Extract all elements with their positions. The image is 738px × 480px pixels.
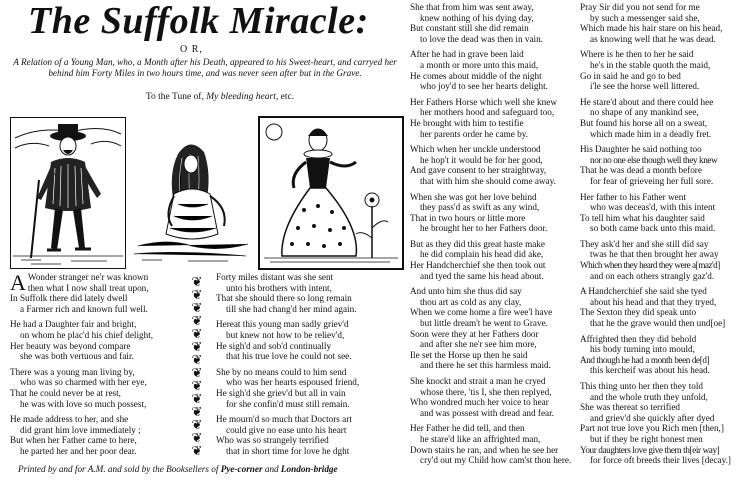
stanza [410, 376, 582, 418]
verse-line: That in two hours or little more [410, 212, 526, 223]
verse-line: There was a young man living by, [10, 366, 135, 377]
verse-line: this kercheif was about his head. [590, 365, 710, 376]
verse-line: She by no means could to him send [216, 366, 347, 377]
fleuron-icon: ❦ [191, 365, 203, 380]
verse-line: In Suffolk there did lately dwell [10, 293, 128, 304]
stanza [410, 286, 582, 328]
verse-line: who was so charmed with her eye, [20, 377, 147, 388]
fleuron-icon: ❦ [191, 417, 203, 432]
verse-line: He sigh'd she griev'd but all in vain [216, 387, 346, 398]
verse-line: he brought her to her Fathers door. [420, 223, 548, 234]
stanza [410, 144, 582, 186]
verse-line: about his head and that they tryed, [590, 296, 717, 307]
verse-line: Ile set the Horse up then he said [410, 349, 528, 360]
verse-line: her mothers hood and safeguard too, [420, 107, 555, 118]
verse-line: Which made his hair stare on his head, [580, 23, 723, 34]
verse-line: and the whole truth they unfold, [590, 391, 708, 402]
verse-line: Down stairs he ran, and when he see her [410, 444, 559, 455]
verse-line: Soon were they at her Fathers door [410, 328, 539, 339]
fleuron-icon: ❦ [191, 352, 203, 367]
verse-line: Forty miles distant was she sent [216, 272, 334, 282]
stanza [410, 329, 582, 371]
stanza [580, 49, 738, 91]
verse-column-4 [580, 2, 738, 466]
verse-line: and there he set this harmless maid. [420, 360, 551, 371]
fleuron-icon: ❦ [191, 274, 203, 289]
tune-prefix: To the Tune of, [145, 92, 204, 102]
verse-line: Which when her unckle understood [410, 144, 541, 155]
tune-suffix: etc. [280, 92, 295, 102]
or-line: O R, [180, 44, 203, 55]
stanza [10, 367, 180, 409]
man-figure-woodcut [10, 117, 126, 269]
imprint-place-1: Pye-corner [220, 464, 263, 474]
stanza [580, 381, 738, 423]
stanza [410, 49, 582, 91]
drop-capital: A [10, 270, 26, 295]
verse-line: and tyed the same his head about. [420, 270, 544, 281]
verse-line: that in short time for love he dght [226, 445, 350, 456]
fleuron-icon: ❦ [191, 404, 203, 419]
verse-line: To tell him what his daughter said [580, 212, 705, 223]
verse-line: twas he that then brought her away [590, 249, 719, 260]
verse-line: who joy'd to see her hearts delight. [420, 81, 548, 92]
verse-line: Where is he then to her he said [580, 49, 694, 60]
verse-line: Her father to his Father went [580, 191, 686, 202]
verse-line: When she was got her love behind [410, 191, 537, 202]
fleuron-icon: ❦ [191, 326, 203, 341]
verse-line: But when her Father came to here, [10, 435, 137, 446]
verse-line: Her Handcherchief she then took out [410, 260, 546, 271]
verse-line: He comes about middle of the night [410, 70, 542, 81]
verse-line: then what I now shall treat upon, [27, 282, 149, 293]
verse-column-1 [10, 272, 180, 462]
verse-line: and on each others strangly gaz'd. [590, 270, 715, 281]
verse-line: He had a Daughter fair and bright, [10, 319, 137, 330]
verse-line: Affrighted then they did behold [580, 333, 697, 344]
fleuron-icon: ❦ [191, 287, 203, 302]
verse-line: a month or more unto this maid, [420, 59, 539, 70]
verse-line: She was thereat so terrified [580, 402, 681, 413]
verse-line: unto his brothers with intent, [226, 282, 332, 293]
verse-line: Her beauty was beyond compare [10, 340, 131, 351]
verse-line: They ask'd her and she still did say [580, 238, 709, 249]
verse-line: That he was dead a month before [580, 165, 702, 176]
verse-line: But as they did this great haste make [410, 238, 545, 249]
verse-line: to love the dead was then in vain. [420, 33, 543, 44]
verse-line: for she confin'd must still remain. [226, 398, 350, 409]
stanza [216, 414, 401, 456]
verse-line: Who was so strangely terrified [216, 435, 329, 446]
stanza [10, 414, 180, 456]
verse-line: for force oft breeds their lives [decay.] [590, 455, 731, 466]
verse-line: Her Father he did tell, and then [410, 423, 525, 434]
verse-line: His Daughter he said nothing too [580, 144, 702, 155]
verse-line: her parents order he came by. [420, 128, 529, 139]
verse-column-2 [216, 272, 401, 462]
printer-imprint [18, 464, 408, 474]
stanza [580, 2, 738, 44]
verse-line: i'le see the horse well littered. [590, 81, 700, 92]
verse-line: cry'd out my Child how cam'st thou here. [420, 455, 572, 466]
verse-line: knew nothing of his dying day, [420, 12, 534, 23]
ballad-subtitle: A Relation of a Young Man, who, a Month after his Death, appeared to his Sweet-heart, and carryed her behind him Forty Miles in two hours time, and was never seen after but in the Grave. [13, 57, 397, 78]
verse-line: That she should there so long remain [216, 293, 352, 304]
verse-line: but if they be right honest men [590, 433, 703, 444]
fleuron-icon: ❦ [191, 339, 203, 354]
verse-line: He brought with him to testifie [410, 117, 524, 128]
verse-line: Go in said he and go to bed [580, 70, 681, 81]
stanza [580, 423, 738, 465]
stanza [410, 423, 582, 465]
verse-line: by such a messenger said she, [590, 12, 700, 23]
verse-line-text: Wonder stranger ne'r was known [27, 272, 149, 282]
verse-line: he parted her and her poor dear. [20, 445, 137, 456]
verse-line: he's in the stable quoth the maid, [590, 59, 711, 70]
fleuron-ornament-column [182, 275, 212, 460]
stanza [580, 97, 738, 139]
verse-line: he did complain his head did ake, [420, 249, 544, 260]
stanza [580, 192, 738, 234]
verse-line: which made him in a deadly fret. [590, 128, 712, 139]
verse-line: but little dream't he went to Grave. [420, 318, 548, 329]
verse-line: on whom he plac'd his chief delight, [20, 329, 154, 340]
verse-line: This thing unto her then they told [580, 381, 703, 391]
verse-line: He mourn'd so much that Doctors art [216, 414, 352, 425]
lady-with-flower-woodcut [258, 116, 404, 270]
imprint-place-2: London-bridge [280, 464, 338, 474]
verse-line: But found his horse all on a sweat, [580, 117, 708, 128]
tune-name: My bleeding heart, [206, 92, 279, 102]
verse-line: till she had chang'd her mind again. [226, 303, 357, 314]
stanza [10, 272, 180, 314]
verse-line: but knew not how to be reliev'd, [226, 329, 345, 340]
verse-line: Pray Sir did you not send for me [580, 2, 700, 12]
verse-line: who was her hearts espoused friend, [226, 377, 360, 388]
verse-line: he was with love so much possest, [20, 398, 147, 409]
stanza [410, 2, 582, 44]
verse-line: they pass'd as swift as any wind, [420, 202, 540, 213]
stanza [10, 319, 180, 361]
imprint-and: and [264, 464, 279, 474]
verse-line: She knockt and strait a man he cryed [410, 376, 546, 386]
verse-line: Hereat this young man sadly griev'd [216, 319, 349, 330]
verse-line: But constant still she did remain [410, 23, 529, 34]
stanza [580, 334, 738, 376]
verse-line: for fear of grieveing her full sore. [590, 175, 714, 186]
verse-line: A Handcherchief she said she tyed [580, 286, 707, 297]
fleuron-icon: ❦ [191, 391, 203, 406]
verse-line: no shape of any mankind see, [590, 107, 699, 118]
verse-line: and after she ne'r see him more, [420, 339, 537, 350]
verse-line: thou art as cold as any clay, [420, 296, 522, 307]
ballad-title: The Suffolk Miracle: [28, 0, 369, 42]
verse-line: whose there, 'tis I, she then replyed, [420, 386, 552, 397]
verse-line: could give no ease unto his heart [226, 424, 347, 435]
verse-line: he stare'd like an affrighted man, [420, 433, 541, 444]
verse-column-3 [410, 2, 582, 471]
verse-line: Your daughters love give them th[eir way] [580, 444, 720, 455]
verse-line: so both came back unto this maid. [590, 223, 716, 234]
fleuron-icon: ❦ [191, 443, 203, 458]
verse-line: nor no one else though well they knew [590, 154, 718, 165]
verse-line: That he could never be at rest, [10, 387, 121, 398]
verse-line: a Farmer rich and known full well. [20, 303, 148, 314]
verse-line: as knowing well that he was dead. [590, 33, 716, 44]
fleuron-icon: ❦ [191, 313, 203, 328]
tune-line [60, 92, 380, 102]
verse-line: and was possest with dread and fear. [420, 407, 554, 418]
verse-line: Part not true love you Rich men [then,] [580, 423, 724, 434]
verse-line: When we come home a fire wee'l have [410, 307, 553, 318]
stanza [580, 239, 738, 281]
verse-line: Her Fathers Horse which well she knew [410, 96, 557, 107]
fleuron-icon: ❦ [191, 378, 203, 393]
verse-line: And though he had a month been de[d] [580, 354, 710, 365]
kneeling-woman-woodcut [128, 134, 254, 266]
verse-line: she was both vertuous and fair. [20, 351, 134, 362]
stanza [580, 144, 738, 186]
verse-line: Which when they heard they were a[maz'd] [580, 260, 720, 271]
verse-line: he hop't it would be for her good, [420, 154, 543, 165]
imprint-prefix: Printed by and for A.M. and sold by the Booksellers of [18, 464, 219, 474]
verse-line: After he had in grave been laid [410, 49, 524, 60]
fleuron-icon: ❦ [191, 300, 203, 315]
verse-line: She that from him was sent away, [410, 2, 534, 12]
stanza [410, 97, 582, 139]
stanza [216, 272, 401, 314]
verse-line: And gave consent to her straightway, [410, 165, 547, 176]
verse-line: that his true love he could not see. [226, 351, 352, 362]
verse-line: did grant him love immediately ; [20, 424, 141, 435]
verse-line: his body turning into mould, [590, 344, 695, 355]
verse-line: He sigh'd and sob'd continually [216, 340, 332, 351]
stanza [580, 286, 738, 328]
verse-line: He made address to her, and she [10, 414, 129, 425]
stanza [216, 367, 401, 409]
fleuron-icon: ❦ [191, 430, 203, 445]
stanza [216, 319, 401, 361]
verse-line: that with him she should come away. [420, 175, 556, 186]
verse-line: He stare'd about and there could hee [580, 96, 714, 107]
verse-line: who was deceas'd, with this intent [590, 202, 716, 213]
stanza [410, 239, 582, 281]
verse-line: And unto him she thus did say [410, 286, 522, 297]
stanza [410, 192, 582, 234]
verse-line: that he the grave would then und[oe] [590, 318, 726, 329]
verse-line: The Sexton they did speak unto [580, 307, 697, 318]
verse-line: and griev'd she quickly after dyed [590, 412, 715, 423]
verse-line: Who wondred much her voice to hear [410, 397, 549, 408]
